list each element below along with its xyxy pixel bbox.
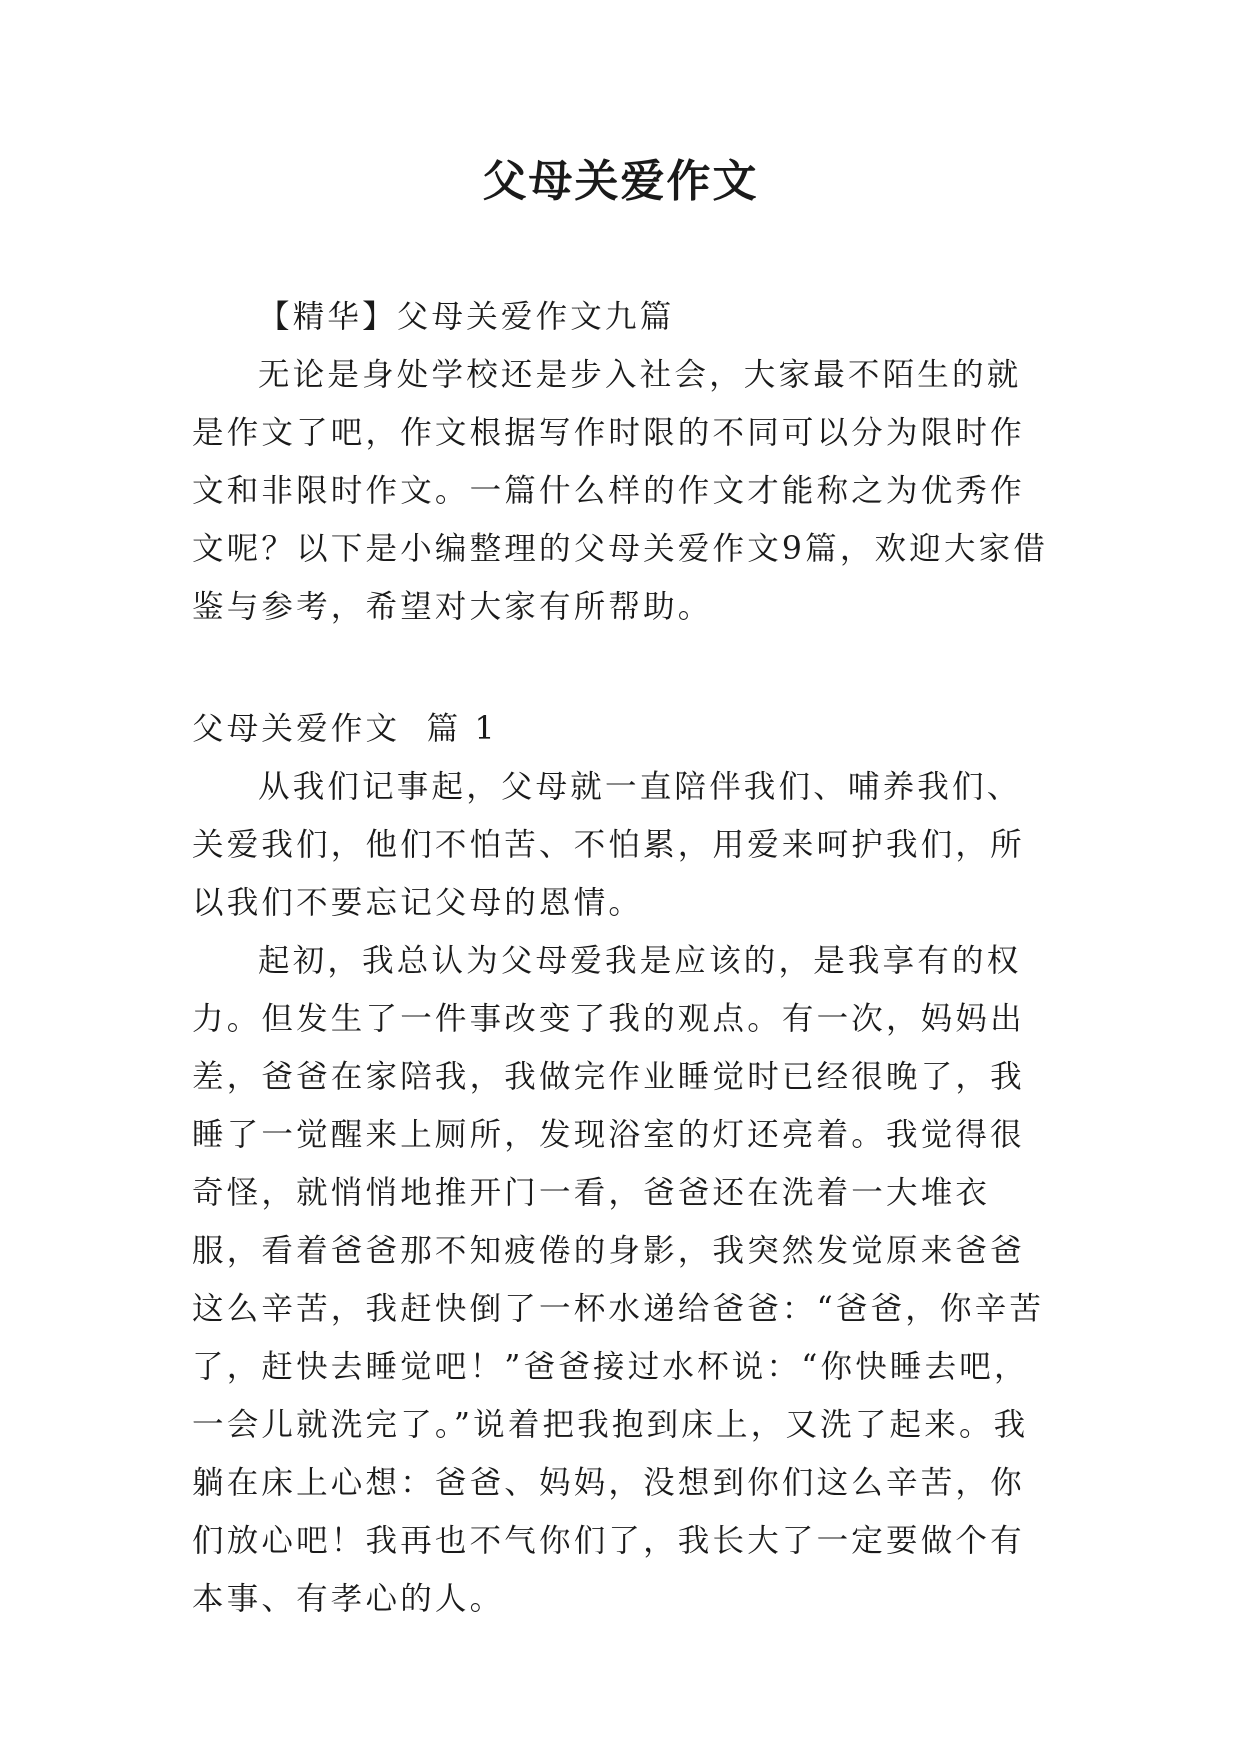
body-paragraph-1: 从我们记事起，父母就一直陪伴我们、哺养我们、关爱我们，他们不怕苦、不怕累，用爱来呵护我们，所以我们不要忘记父母的恩情。	[192, 769, 1025, 921]
document-subtitle: 【精华】父母关爱作文九篇	[258, 299, 675, 335]
section-body	[192, 758, 1052, 1628]
body-paragraph-2: 起初，我总认为父母爱我是应该的，是我享有的权力。但发生了一件事改变了我的观点。有一次，妈妈出差，爸爸在家陪我，我做完作业睡觉时已经很晚了，我睡了一觉醒来上厕所，发现浴室的灯还亮着。我觉得很奇怪，就悄悄地推开门一看，爸爸还在洗着一大堆衣服，看着爸爸那不知疲倦的身影，我突然发觉原来爸爸这么辛苦，我赶快倒了一杯水递给爸爸：“爸爸，你辛苦了，赶快去睡觉吧！”爸爸接过水杯说：“你快睡去吧，一会儿就洗完了。”说着把我抱到床上，又洗了起来。我躺在床上心想：爸爸、妈妈，没想到你们这么辛苦，你们放心吧！我再也不气你们了，我长大了一定要做个有本事、有孝心的人。	[192, 943, 1045, 1617]
section-heading: 父母关爱作文 篇 1	[192, 711, 498, 747]
intro-block	[192, 346, 1052, 636]
intro-paragraph: 无论是身处学校还是步入社会，大家最不陌生的就是作文了吧，作文根据写作时限的不同可以分为限时作文和非限时作文。一篇什么样的作文才能称之为优秀作文呢？以下是小编整理的父母关爱作文9篇，欢迎大家借鉴与参考，希望对大家有所帮助。	[192, 357, 1049, 625]
document-title: 父母关爱作文	[482, 156, 759, 207]
